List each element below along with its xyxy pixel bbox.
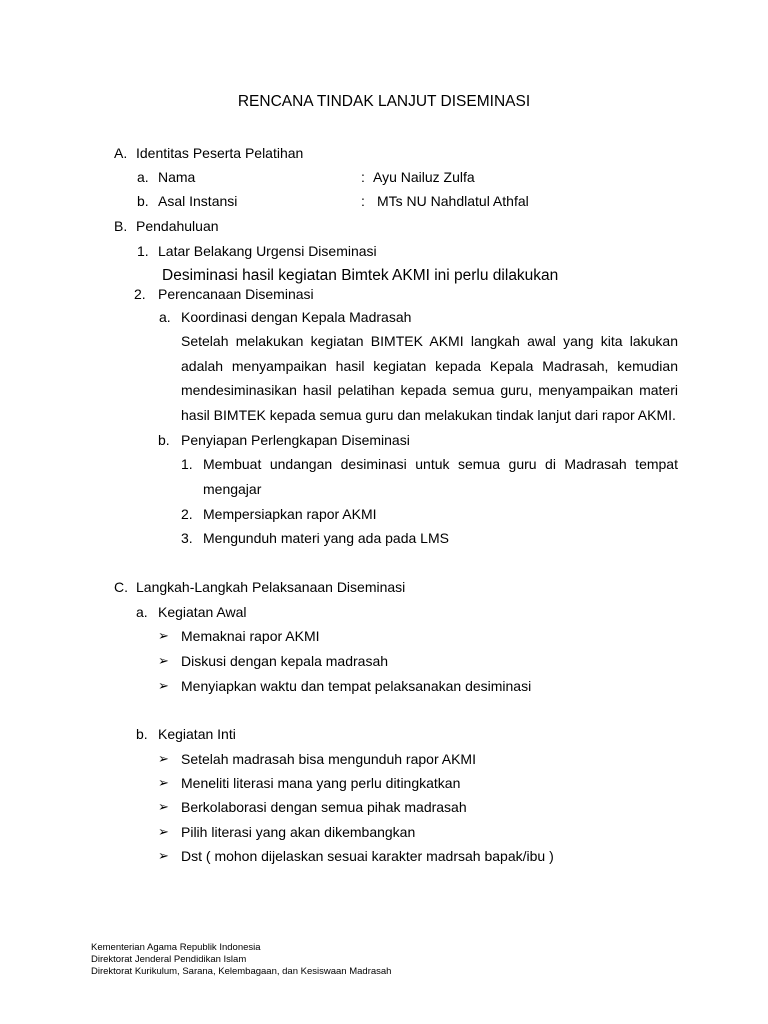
arrow-bullet-icon: ➢ — [158, 653, 169, 668]
latar-belakang-heading: Latar Belakang Urgensi Diseminasi — [158, 243, 377, 259]
koordinasi-marker: a. — [159, 309, 171, 325]
instansi-label: Asal Instansi — [158, 193, 238, 209]
nama-marker: a. — [137, 169, 149, 185]
penyiapan-item-1-marker: 1. — [181, 456, 193, 472]
latar-belakang-marker: 1. — [137, 243, 149, 259]
kegiatan-inti-heading: Kegiatan Inti — [158, 726, 236, 742]
section-c-heading: Langkah-Langkah Pelaksanaan Diseminasi — [136, 579, 406, 595]
footer-line-ministry: Kementerian Agama Republik Indonesia — [91, 942, 261, 953]
kegiatan-awal-bullet: Menyiapkan waktu dan tempat pelaksanakan desiminasi — [181, 678, 532, 694]
penyiapan-item-1-text — [203, 452, 678, 501]
section-b-marker: B. — [114, 218, 128, 234]
kegiatan-inti-bullet: Dst ( mohon dijelaskan sesuai karakter madrsah bapak/ibu ) — [181, 848, 554, 864]
arrow-bullet-icon: ➢ — [158, 848, 169, 863]
section-a-marker: A. — [114, 145, 128, 161]
nama-value: Ayu Nailuz Zulfa — [373, 169, 475, 185]
instansi-separator: : — [361, 193, 365, 209]
penyiapan-item-3-text: Mengunduh materi yang ada pada LMS — [203, 530, 449, 546]
kegiatan-awal-bullet: Diskusi dengan kepala madrasah — [181, 653, 389, 669]
kegiatan-awal-heading: Kegiatan Awal — [158, 604, 247, 620]
kegiatan-inti-bullet: Berkolaborasi dengan semua pihak madrasah — [181, 799, 467, 815]
paragraph-line: Setelah melakukan kegiatan BIMTEK AKMI langkah awal yang kita lakukan — [181, 333, 678, 349]
arrow-bullet-icon: ➢ — [158, 799, 169, 814]
kegiatan-inti-bullet: Meneliti literasi mana yang perlu ditingkatkan — [181, 775, 461, 791]
latar-belakang-body: Desiminasi hasil kegiatan Bimtek AKMI ini perlu dilakukan — [162, 267, 559, 284]
kegiatan-inti-bullet: Pilih literasi yang akan dikembangkan — [181, 824, 416, 840]
perencanaan-marker: 2. — [134, 286, 146, 302]
arrow-bullet-icon: ➢ — [158, 751, 169, 766]
penyiapan-marker: b. — [158, 432, 170, 448]
instansi-value: MTs NU Nahdlatul Athfal — [377, 193, 529, 209]
arrow-bullet-icon: ➢ — [158, 678, 169, 693]
page-title: RENCANA TINDAK LANJUT DISEMINASI — [237, 93, 531, 110]
section-a-heading: Identitas Peserta Pelatihan — [136, 145, 304, 161]
footer-line-directorate-general: Direktorat Jenderal Pendidikan Islam — [91, 954, 247, 965]
kegiatan-awal-bullet: Memaknai rapor AKMI — [181, 628, 320, 644]
penyiapan-item-2-marker: 2. — [181, 506, 193, 522]
penyiapan-item-2-text: Mempersiapkan rapor AKMI — [203, 506, 377, 522]
penyiapan-heading: Penyiapan Perlengkapan Diseminasi — [181, 432, 410, 448]
nama-separator: : — [361, 169, 365, 185]
section-c-marker: C. — [114, 579, 128, 595]
instansi-marker: b. — [137, 193, 149, 209]
list-item-line: Membuat undangan desiminasi untuk semua guru di Madrasah tempat — [203, 456, 678, 472]
section-b-heading: Pendahuluan — [136, 218, 219, 234]
koordinasi-paragraph — [181, 329, 678, 427]
arrow-bullet-icon: ➢ — [158, 824, 169, 839]
koordinasi-heading: Koordinasi dengan Kepala Madrasah — [181, 309, 412, 325]
footer-line-directorate: Direktorat Kurikulum, Sarana, Kelembagaan, dan Kesiswaan Madrasah — [91, 966, 392, 977]
perencanaan-heading: Perencanaan Diseminasi — [158, 286, 314, 302]
paragraph-line: mendesiminasikan hasil pelatihan kepada semua guru, menyampaikan materi — [181, 382, 678, 398]
kegiatan-inti-bullet: Setelah madrasah bisa mengunduh rapor AKMI — [181, 751, 476, 767]
kegiatan-inti-marker: b. — [136, 726, 148, 742]
arrow-bullet-icon: ➢ — [158, 628, 169, 643]
paragraph-line: hasil BIMTEK kepada semua guru dan melakukan tindak lanjut dari rapor AKMI. — [181, 406, 676, 423]
list-item-line: mengajar — [203, 480, 262, 497]
kegiatan-awal-marker: a. — [136, 604, 148, 620]
paragraph-line: adalah menyampaikan hasil kegiatan kepada Kepala Madrasah, kemudian — [181, 357, 678, 374]
nama-label: Nama — [158, 169, 196, 185]
penyiapan-item-3-marker: 3. — [181, 530, 193, 546]
arrow-bullet-icon: ➢ — [158, 775, 169, 790]
